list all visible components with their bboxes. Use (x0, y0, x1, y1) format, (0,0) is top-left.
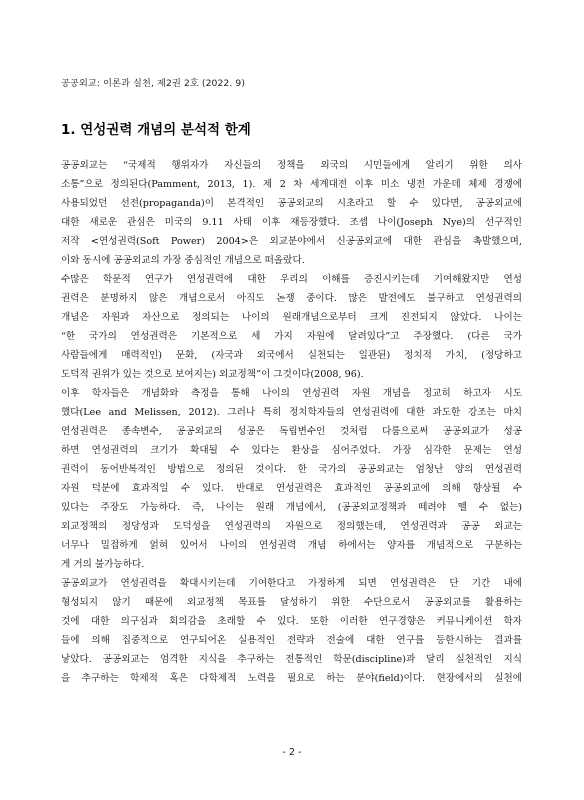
body-line: 소통”으로 정의된다(Pamment, 2013, 1). 제 2 차 세계대전 이후 미소 냉전 가운데 체제 경쟁에 (61, 179, 522, 191)
body-text (61, 156, 522, 688)
body-line: 것에 대한 의구심과 회의감을 초래할 수 있다. 또한 이러한 연구경향은 커뮤니케이션 학자 (61, 616, 522, 628)
body-line: 도덕적 권위가 있는 것으로 보여지는) 외교정책”이 그것이다(2008, 96). (61, 369, 364, 381)
body-line: 하면 연성권력의 크기가 확대될 수 있다는 환상을 심어주었다. 가장 심각한 문제는 연성 (61, 445, 522, 457)
body-line: 을 추구하는 학제적 혹은 다학제적 노력을 필요로 하는 분야(field)이다. 현장에서의 실천에 (61, 673, 522, 685)
body-line: 사용되었던 선전(propaganda)이 본격적인 공공외교의 시초라고 할 수 있다면, 공공외교에 (61, 198, 522, 210)
body-line: 자원 덕분에 효과적일 수 있다. 반대로 연성권력은 효과적인 공공외교에 의해 향상될 수 (61, 483, 522, 495)
body-line: 공공외교는 “국제적 행위자가 자신들의 정책을 외국의 시민들에게 알리기 위한 의사 (61, 160, 522, 171)
body-line: 사람들에게 매력적인) 문화, (자국과 외국에서 실천되는 일관된) 정치적 가치, (정당하고 (61, 350, 522, 362)
body-line: 연성권력은 종속변수, 공공외교의 성공은 독립변수인 것처럼 다룸으로써 공공외교가 성공 (61, 426, 522, 438)
body-line: 저작 <연성권력(Soft Power) 2004>은 외교분야에서 신공공외교에 대한 관심을 촉발했으며, (61, 236, 522, 248)
body-line: 들에 의해 집중적으로 연구되어온 실용적인 전략과 전술에 대한 연구를 등한시하는 결과를 (61, 635, 522, 647)
body-line: 게 거의 불가능하다. (61, 559, 145, 571)
running-header: 공공외교: 이론과 실천, 제2권 2호 (2022. 9) (61, 78, 246, 89)
body-line: 수많은 학문적 연구가 연성권력에 대한 우리의 이해를 증진시키는데 기여해왔지만 연성 (61, 274, 522, 286)
body-line: 이후 학자들은 개념화와 측정을 통해 나이의 연성권력 자원 개념을 정교히 하고자 시도 (61, 388, 522, 400)
page-number: - 2 - (282, 747, 302, 758)
body-line: 너무나 밀접하게 얽혀 있어서 나이의 연성권력 개념 하에서는 양자를 개념적으로 구분하는 (61, 540, 522, 552)
body-line: 대한 새로운 관심은 미국의 9.11 사태 이후 재등장했다. 조셉 나이(Joseph Nye)의 선구적인 (61, 217, 522, 229)
body-line: 있다는 주장도 가능하다. 즉, 나이는 원래 개념에서, (공공외교정책과 떼려야 뗄 수 없는) (61, 502, 522, 514)
body-line: “한 국가의 연성권력은 기본적으로 세 가지 자원에 달려있다”고 주장했다. (다른 국가 (61, 331, 522, 343)
body-line: 개념은 자원과 자산으로 정의되는 나이의 원래개념으로부터 크게 진전되지 않았다. 나이는 (61, 312, 522, 324)
body-line: 권력은 분명하지 않은 개념으로서 아직도 논쟁 중이다. 많은 발전에도 불구하고 연성권력의 (61, 293, 522, 305)
body-line: 낳았다. 공공외교는 엄격한 지식을 추구하는 전통적인 학문(discipline)과 달리 실천적인 지식 (61, 654, 522, 666)
body-line: 공공외교가 연성권력을 확대시키는데 기여한다고 가정하게 되면 연성권력은 단 기간 내에 (61, 578, 522, 590)
body-line: 권력이 동어반복적인 방법으로 정의된 것이다. 한 국가의 공공외교는 엄청난 양의 연성권력 (61, 464, 522, 476)
body-line: 형성되지 않기 때문에 외교정책 목표를 달성하기 위한 수단으로서 공공외교를 활용하는 (61, 597, 522, 609)
body-line: 했다(Lee and Melissen, 2012). 그러나 특히 정치학자들의 연성권력에 대한 과도한 강조는 마치 (61, 407, 522, 419)
section-title: 1. 연성권력 개념의 분석적 한계 (61, 122, 251, 138)
body-line: 이와 동시에 공공외교의 가장 중심적인 개념으로 떠올랐다. (61, 255, 305, 267)
body-line: 외교정책의 정당성과 도덕성을 연성권력의 자원으로 정의했는데, 연성권력과 공공 외교는 (61, 521, 522, 533)
